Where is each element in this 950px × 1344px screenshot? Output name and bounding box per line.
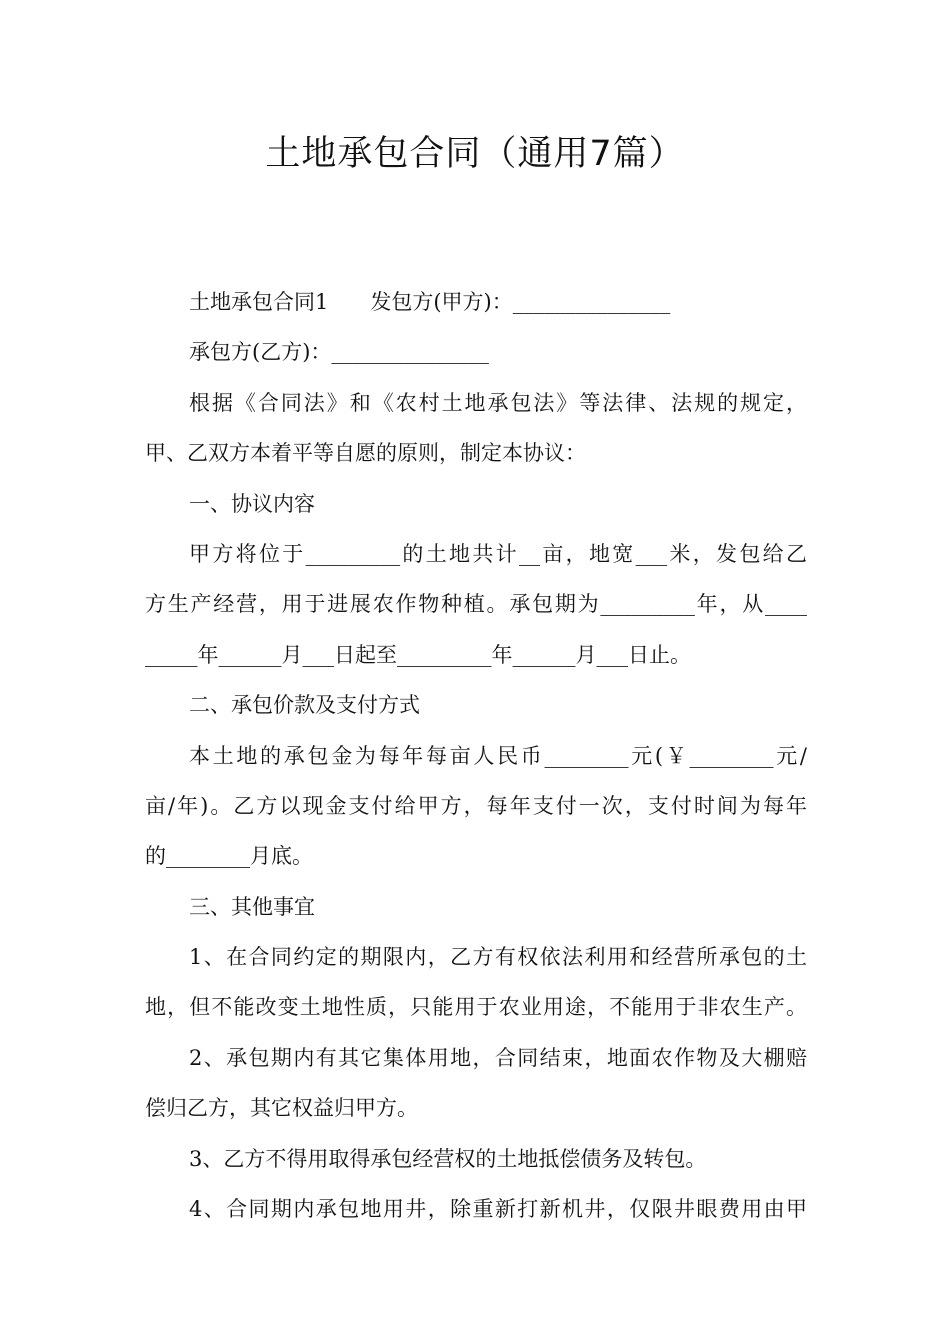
- text-line: 承包方(乙方)：_______________: [189, 340, 489, 365]
- text-line: 3、乙方不得用取得承包经营权的土地抵偿债务及转包。: [189, 1146, 707, 1171]
- text-line: 甲方将位于_________的土地共计__亩，地宽___米，发包给乙: [189, 541, 807, 566]
- text-line: 亩/年)。乙方以现金支付给甲方，每年支付一次，支付时间为每年: [145, 793, 807, 818]
- text-line: 2、承包期内有其它集体用地，合同结束，地面农作物及大棚赔: [189, 1045, 807, 1070]
- text-line: 土地承包合同1 发包方(甲方)：_______________: [189, 290, 671, 314]
- text-line: 1、在合同约定的期限内，乙方有权依法利用和经营所承包的土: [189, 945, 807, 970]
- document-body: [145, 277, 807, 1234]
- text-line: 根据《合同法》和《农村土地承包法》等法律、法规的规定，: [189, 390, 807, 415]
- section-heading: 三、其他事宜: [189, 894, 315, 919]
- text-line: 4、合同期内承包地用井，除重新打新机井，仅限井眼费用由甲: [189, 1197, 807, 1222]
- section-heading: 二、承包价款及支付方式: [189, 693, 420, 718]
- text-line: 偿归乙方，其它权益归甲方。: [145, 1096, 418, 1121]
- text-line: 甲、乙双方本着平等自愿的原则，制定本协议：: [145, 441, 586, 466]
- text-line: 本土地的承包金为每年每亩人民币________元(￥________元/: [189, 743, 807, 768]
- section-heading: 一、协议内容: [189, 491, 315, 516]
- document-title: 土地承包合同（通用7篇）: [265, 134, 685, 174]
- text-line: 地，但不能改变土地性质，只能用于农业用途，不能用于非农生产。: [145, 995, 807, 1020]
- text-line: 的________月底。: [145, 844, 313, 869]
- text-line: 方生产经营，用于进展农作物种植。承包期为_________年，从____: [145, 592, 807, 617]
- text-line: _____年______月___日起至_________年______月___日止。: [145, 642, 691, 667]
